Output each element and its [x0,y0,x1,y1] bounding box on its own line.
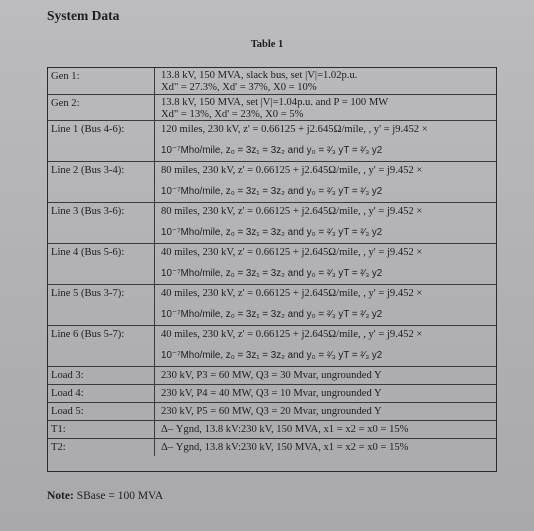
row-description [155,403,496,420]
row-name: Line 3 (Bus 3-6): [48,203,155,243]
row-name: T1: [48,421,155,438]
row-description [155,68,496,94]
table-row-line-2 [48,161,496,202]
description-line: 80 miles, 230 kV, z' = 0.66125 + j2.645Ω/mile, , y' = j9.452 × [161,165,423,176]
description-line: 10⁻⁷Mho/mile, z₀ = 3z₁ = 3z₂ and y₀ = ²⁄₃ yT = ²⁄₃ y2 [161,227,383,238]
table-row-t2 [48,438,496,456]
description-line: 230 kV, P3 = 60 MW, Q3 = 30 Mvar, ungrounded Y [161,370,382,381]
description-line: Xd" = 13%, Xd' = 23%, X0 = 5% [161,109,304,120]
description-line: Xd" = 27.3%, Xd' = 37%, X0 = 10% [161,82,317,93]
description-line: 230 kV, P5 = 60 MW, Q3 = 20 Mvar, ungrounded Y [161,406,382,417]
description-line: 10⁻⁷Mho/mile, z₀ = 3z₁ = 3z₂ and y₀ = ²⁄₃ yT = ²⁄₃ y2 [161,268,383,279]
table-row-line-4 [48,243,496,284]
table-row-load-4 [48,384,496,402]
table-row-gen-2 [48,94,496,120]
document-title: System Data [47,8,120,23]
description-line: 10⁻⁷Mho/mile, z₀ = 3z₁ = 3z₂ and y₀ = ²⁄₃ yT = ²⁄₃ y2 [161,186,383,197]
base-note [47,490,163,502]
row-name: Line 2 (Bus 3-4): [48,162,155,202]
description-line: Δ– Ygnd, 13.8 kV:230 kV, 150 MVA, x1 = x2 = x0 = 15% [161,424,409,435]
table-caption: Table 1 [250,39,284,50]
table-row-t1 [48,420,496,438]
row-description [155,95,496,120]
row-name: Line 5 (Bus 3-7): [48,285,155,325]
row-description [155,326,496,366]
table-row-load-3 [48,366,496,384]
table-row-line-3 [48,202,496,243]
description-line: 10⁻⁷Mho/mile, z₀ = 3z₁ = 3z₂ and y₀ = ²⁄₃ yT = ²⁄₃ y2 [161,145,383,156]
row-name: T2: [48,439,155,456]
description-line: Δ– Ygnd, 13.8 kV:230 kV, 150 MVA, x1 = x2 = x0 = 15% [161,442,409,453]
row-description [155,244,496,284]
table-row-line-1 [48,120,496,161]
description-line: 13.8 kV, 150 MVA, set |V|=1.04p.u. and P = 100 MW [161,97,389,108]
row-name: Gen 1: [48,68,155,94]
system-data-table [47,67,497,472]
description-line: 40 miles, 230 kV, z' = 0.66125 + j2.645Ω/mile, , y' = j9.452 × [161,329,423,340]
row-description [155,285,496,325]
description-line: 40 miles, 230 kV, z' = 0.66125 + j2.645Ω/mile, , y' = j9.452 × [161,288,423,299]
table-row-load-5 [48,402,496,420]
description-line: 13.8 kV, 150 MVA, slack bus, set |V|=1.02p.u. [161,70,358,81]
row-name: Gen 2: [48,95,155,120]
description-line: 10⁻⁷Mho/mile, z₀ = 3z₁ = 3z₂ and y₀ = ²⁄₃ yT = ²⁄₃ y2 [161,309,383,320]
table-row-line-6 [48,325,496,366]
table-row-line-5 [48,284,496,325]
note-text: SBase = 100 MVA [76,490,164,502]
row-description [155,121,496,161]
description-line: 120 miles, 230 kV, z' = 0.66125 + j2.645Ω/mile, , y' = j9.452 × [161,124,428,135]
table-row-gen-1 [48,68,496,94]
row-name: Line 6 (Bus 5-7): [48,326,155,366]
description-line: 40 miles, 230 kV, z' = 0.66125 + j2.645Ω/mile, , y' = j9.452 × [161,247,423,258]
row-description [155,203,496,243]
row-name: Line 4 (Bus 5-6): [48,244,155,284]
row-name: Load 5: [48,403,155,420]
description-line: 10⁻⁷Mho/mile, z₀ = 3z₁ = 3z₂ and y₀ = ²⁄₃ yT = ²⁄₃ y2 [161,350,383,361]
row-description [155,385,496,402]
note-label: Note: [47,490,74,502]
row-description [155,439,496,456]
description-line: 80 miles, 230 kV, z' = 0.66125 + j2.645Ω/mile, , y' = j9.452 × [161,206,423,217]
row-description [155,421,496,438]
row-description [155,162,496,202]
row-name: Load 3: [48,367,155,384]
row-name: Line 1 (Bus 4-6): [48,121,155,161]
row-description [155,367,496,384]
description-line: 230 kV, P4 = 40 MW, Q3 = 10 Mvar, ungrounded Y [161,388,382,399]
row-name: Load 4: [48,385,155,402]
